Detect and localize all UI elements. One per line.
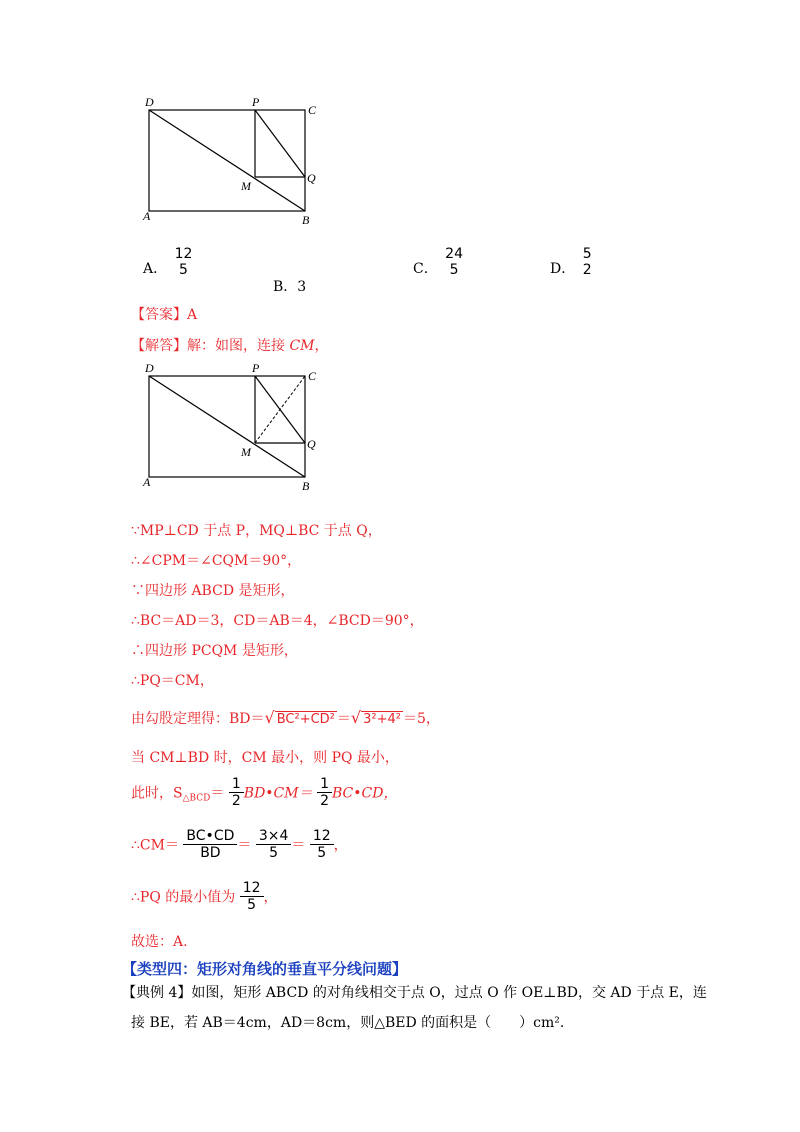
step-10-f3-num: 12: [312, 828, 331, 844]
label-b: B: [302, 213, 310, 227]
step-7-pre: 由勾股定理得：BD＝: [131, 711, 265, 727]
step-9-half-num-1: 1: [231, 776, 241, 792]
label-c: C: [308, 103, 317, 117]
step-9-half-den-2: 2: [317, 792, 332, 809]
example-4-line-1: [122, 982, 707, 1002]
analysis-line: [131, 335, 329, 355]
step-10-f3-den: 5: [310, 844, 334, 861]
step-9-mid: BD•CM＝: [243, 785, 313, 802]
example-line-1: 如图，矩形 ABCD 的对角线相交于点 O，过点 O 作 OE⊥BD，交 AD 于点 E，连: [191, 985, 707, 1001]
label2-a: A: [143, 475, 151, 489]
answer-value: A: [187, 307, 198, 323]
option-d-num: 5: [582, 246, 592, 262]
analysis-text-b: CM: [289, 338, 315, 354]
step-9-end: BC•CD，: [331, 785, 398, 802]
step-11-post: ，: [263, 889, 278, 906]
option-a: [143, 246, 195, 284]
step-1: ∵MP⊥CD 于点 P，MQ⊥BC 于点 Q，: [131, 523, 382, 539]
step-7-radicand-2: 3²+4²: [363, 712, 401, 727]
step-7-eq: ＝: [336, 711, 351, 727]
step-7-radicand-1: BC²+CD²: [276, 712, 335, 727]
label2-m: M: [241, 445, 251, 459]
option-c-num: 24: [445, 246, 463, 262]
section-title: 【类型四：矩形对角线的垂直平分线问题】: [122, 960, 408, 978]
step-9-half-den-1: 2: [229, 792, 244, 809]
analysis-text-a: 解：如图，连接: [187, 338, 290, 354]
figure-1-rectangle: [140, 90, 330, 230]
option-c-letter: C．: [413, 261, 438, 277]
example-4-line-2: 接 BE，若 AB＝4cm，AD＝8cm，则△BED 的面积是（ ）cm².: [131, 1015, 565, 1031]
option-a-num: 12: [174, 246, 193, 262]
label2-q: Q: [307, 437, 316, 451]
step-6: ∴PQ＝CM，: [131, 673, 214, 689]
answer-tag: 【答案】: [131, 307, 187, 323]
step-11: [131, 880, 278, 913]
label2-d: D: [145, 361, 154, 375]
label-p: P: [252, 95, 260, 109]
step-11-pre: ∴PQ 的最小值为: [131, 889, 236, 906]
option-d-den: 2: [582, 262, 592, 278]
step-10-f1-den: BD: [183, 844, 237, 861]
step-9-pre: 此时，S: [131, 785, 183, 802]
label2-p: P: [252, 361, 260, 375]
step-11-den: 5: [240, 896, 264, 913]
label-m: M: [241, 179, 251, 193]
step-9-sub: △BCD: [182, 793, 211, 804]
step-9-eq: ＝: [210, 785, 225, 802]
step-10-post: ，: [333, 837, 348, 854]
step-3: ∵四边形 ABCD 是矩形，: [131, 583, 295, 599]
step-8: 当 CM⊥BD 时，CM 最小，则 PQ 最小，: [131, 750, 399, 766]
step-10-f2-den: 5: [256, 844, 292, 861]
option-d-letter: D．: [550, 261, 576, 277]
step-9: [131, 776, 397, 809]
option-b-value: 3: [297, 279, 307, 295]
option-c-den: 5: [449, 262, 459, 278]
step-4: ∴BC＝AD＝3，CD＝AB＝4，∠BCD＝90°，: [131, 613, 424, 629]
step-12: 故选：A.: [131, 934, 188, 950]
option-b-letter: B．: [273, 279, 298, 295]
option-b: [273, 276, 306, 296]
step-10-f1-num: BC•CD: [186, 828, 235, 844]
option-d: [550, 246, 595, 284]
label-a: A: [143, 209, 151, 223]
step-5: ∴四边形 PCQM 是矩形，: [131, 643, 298, 659]
step-7: 由勾股定理得：BD＝√ BC²+CD² ＝√ 3²+4² ＝5，: [131, 708, 440, 727]
step-10-eq-2: ＝: [291, 837, 306, 854]
example-tag: 【典例 4】: [122, 985, 192, 1001]
label2-b: B: [302, 479, 310, 493]
label2-c: C: [308, 369, 317, 383]
label-q: Q: [307, 171, 316, 185]
answer-line: [131, 304, 197, 324]
step-2: ∴∠CPM＝∠CQM＝90°，: [131, 553, 302, 569]
option-a-letter: A．: [143, 261, 168, 277]
step-10-eq-1: ＝: [237, 837, 252, 854]
step-11-num: 12: [242, 880, 261, 896]
step-9-half-num-2: 1: [320, 776, 329, 792]
step-10: [131, 828, 348, 861]
figure-2-rectangle: [140, 356, 330, 496]
label-d: D: [145, 95, 154, 109]
step-7-post: ＝5，: [402, 711, 440, 727]
option-c: [413, 246, 466, 284]
analysis-text-c: ，: [314, 338, 329, 354]
analysis-tag: 【解答】: [131, 338, 187, 354]
step-10-f2-num: 3×4: [258, 828, 289, 844]
option-a-den: 5: [179, 262, 188, 278]
step-10-pre: ∴CM＝: [131, 837, 179, 854]
